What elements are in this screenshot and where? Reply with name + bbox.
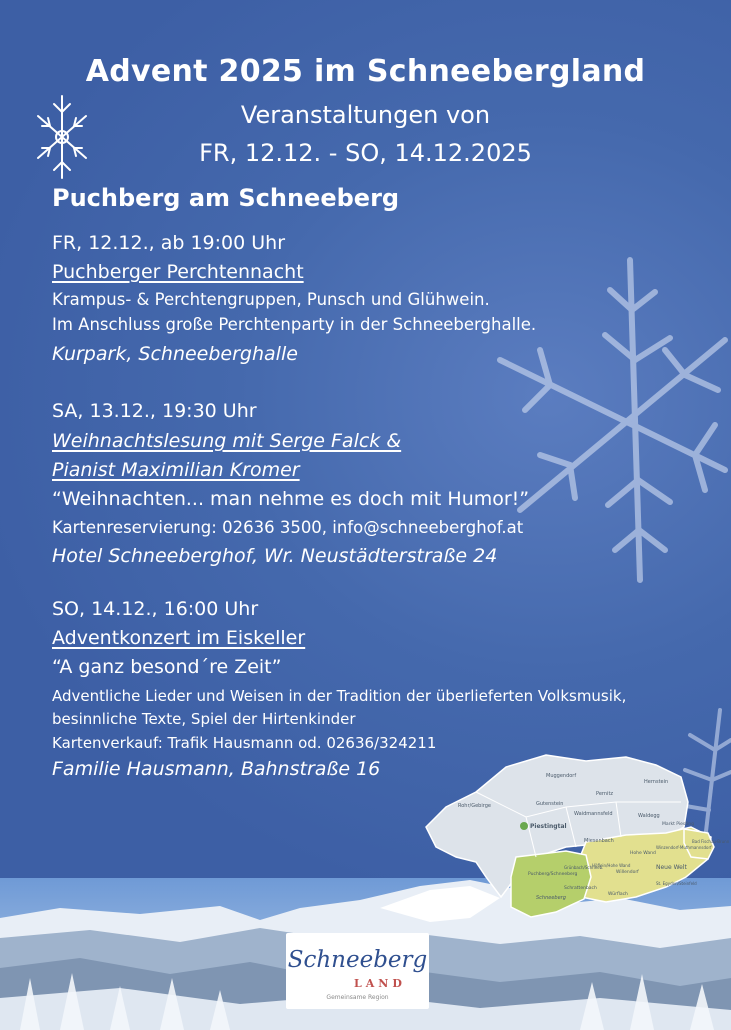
page-title: Advent 2025 im Schneebergland [85, 54, 646, 89]
event-2-title-link-2[interactable]: Pianist Maximilian Kromer [52, 459, 300, 481]
map-label-hohe-wand: Hohe Wand [630, 851, 656, 856]
event-3-tickets: Kartenverkauf: Trafik Hausmann od. 02636/324211 [52, 734, 437, 752]
map-label-markt-piesting: Markt Piesting [662, 822, 694, 827]
subtitle-date-range: FR, 12.12. - SO, 14.12.2025 [199, 139, 532, 167]
map-label-waidmannsfeld: Waidmannsfeld [574, 811, 613, 817]
event-1-description-2: Im Anschluss große Perchtenparty in der Schneeberghalle. [52, 315, 537, 334]
map-label-hernstein: Hernstein [644, 779, 669, 785]
map-label-piestingtal: Piestingtal [530, 823, 567, 830]
event-2-quote: “Weihnachten... man nehme es doch mit Humor!” [52, 488, 530, 510]
event-2-datetime: SA, 13.12., 19:30 Uhr [52, 400, 257, 422]
region-map [416, 747, 730, 922]
map-label-st-egyden: St. Egyden/Steinfeld [656, 881, 697, 886]
event-3-description-1: Adventliche Lieder und Weisen in der Tradition der überlieferten Volksmusik, [52, 687, 627, 705]
subtitle-line-1: Veranstaltungen von [240, 101, 491, 129]
map-label-gutenstein: Gutenstein [536, 801, 564, 807]
map-label-hoeflein: Höflein/Hohe Wand [592, 863, 631, 868]
event-1-title-link[interactable]: Puchberger Perchtennacht [52, 261, 304, 283]
event-1-description-1: Krampus- & Perchtengruppen, Punsch und Glühwein. [52, 290, 490, 309]
section-title: Puchberg am Schneeberg [52, 184, 400, 212]
event-3-title-link[interactable]: Adventkonzert im Eiskeller [52, 627, 306, 649]
logo-tagline: Gemeinsame Region [326, 994, 389, 1001]
event-2-reservation: Kartenreservierung: 02636 3500, info@schneeberghof.at [52, 518, 524, 537]
event-2-title-link-1[interactable]: Weihnachtslesung mit Serge Falck & [52, 430, 402, 452]
logo-land-text: LAND [354, 977, 406, 990]
map-label-bad-fischau: Bad Fischau-Brunn [692, 839, 730, 844]
map-label-puchberg: Puchberg/Schneeberg [528, 872, 578, 877]
map-label-waldegg: Waldegg [638, 813, 660, 819]
event-3-datetime: SO, 14.12., 16:00 Uhr [52, 598, 259, 620]
map-label-schneebergland: Schneeberg [536, 895, 566, 901]
map-label-winzendorf: Winzendorf-Muthmannsdorf [656, 845, 712, 850]
schneebergland-logo [286, 933, 429, 1009]
map-label-wuerflach: Würflach [608, 892, 628, 897]
event-3-location: Familie Hausmann, Bahnstraße 16 [52, 758, 381, 780]
event-3-description-2: besinnliche Texte, Spiel der Hirtenkinder [52, 710, 356, 728]
event-1-datetime: FR, 12.12., ab 19:00 Uhr [52, 232, 286, 254]
snowflake-decoration-icon [480, 240, 731, 600]
logo-wordmark: Schneeberg [287, 947, 428, 973]
map-label-rohr: Rohr/Gebirge [458, 803, 491, 809]
piestingtal-logo-icon [520, 822, 528, 830]
event-3-quote: “A ganz besond´re Zeit” [52, 656, 282, 678]
map-label-pernitz: Pernitz [596, 791, 614, 797]
map-label-miesenbach: Miesenbach [584, 838, 614, 844]
map-label-willendorf: Willendorf [616, 870, 639, 875]
map-label-schrattenbach: Schrattenbach [564, 886, 597, 891]
map-label-muggendorf: Muggendorf [546, 773, 577, 779]
event-2-location: Hotel Schneeberghof, Wr. Neustädterstraße 24 [52, 545, 498, 567]
event-1-location: Kurpark, Schneeberghalle [52, 343, 298, 365]
map-label-gruenbach: Grünbach/Schneeb. [564, 865, 604, 870]
map-label-neue-welt: Neue Welt [656, 864, 687, 871]
